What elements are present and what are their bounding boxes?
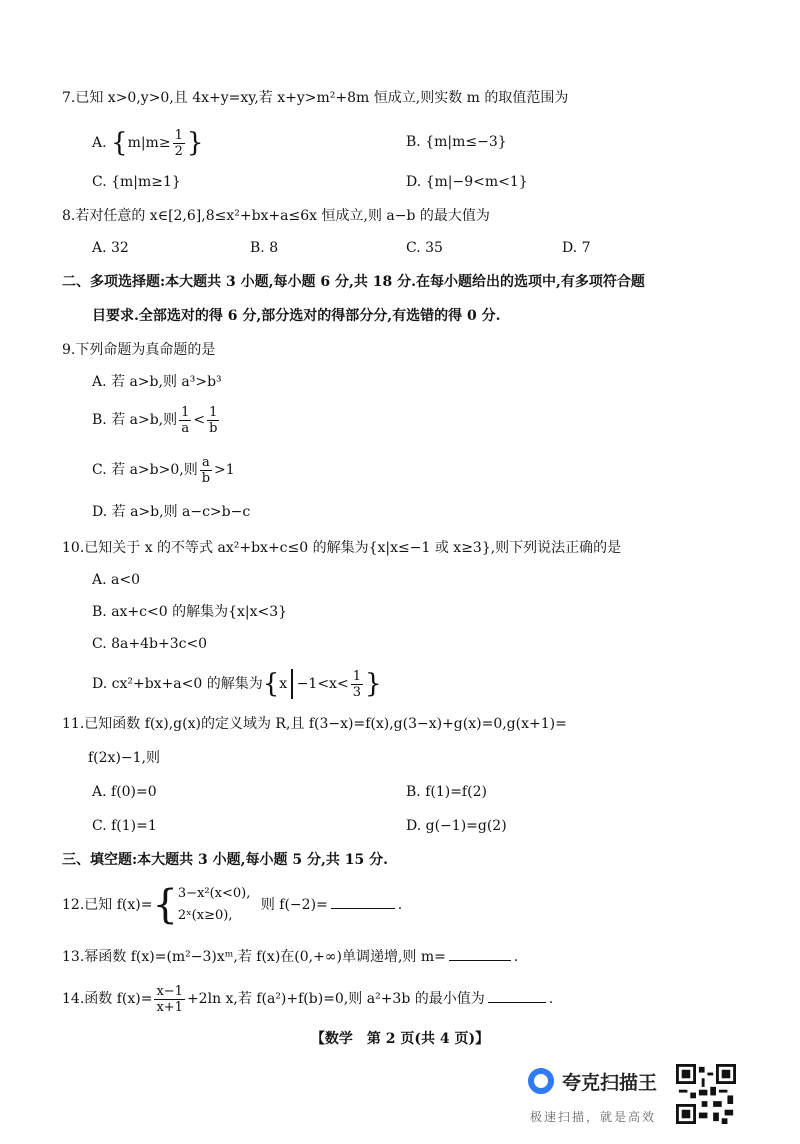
q8-option-c: C. 35 <box>406 240 443 256</box>
fraction-numerator: 1 <box>181 404 190 420</box>
q12-question: 则 f(−2)= <box>260 897 328 913</box>
left-brace-icon: { <box>152 882 178 928</box>
fraction-denominator: 2 <box>174 143 183 159</box>
section2-heading-line2: 目要求.全部选对的得 6 分,部分选对的得部分分,有选错的得 0 分. <box>92 308 501 324</box>
watermark-slogan: 极速扫描，就是高效 <box>530 1110 657 1124</box>
q7-stem: 7.已知 x>0,y>0,且 4x+y=xy,若 x+y>m²+8m 恒成立,则实数 m 的取值范围为 <box>62 90 569 106</box>
q13 <box>62 946 518 967</box>
q11-option-d: D. g(−1)=g(2) <box>406 818 507 834</box>
watermark-brand: 夸克扫描王 <box>562 1072 658 1094</box>
q9-stem: 9.下列命题为真命题的是 <box>62 342 216 358</box>
fraction-denominator: x+1 <box>156 999 183 1015</box>
q9-option-d: D. 若 a>b,则 a−c>b−c <box>92 504 251 520</box>
fraction-numerator: 1 <box>174 127 183 143</box>
q11-option-c: C. f(1)=1 <box>92 818 157 834</box>
q10-option-a: A. a<0 <box>92 572 140 588</box>
piecewise-cases <box>178 883 250 927</box>
fraction-numerator: a <box>200 455 212 471</box>
q8-stem: 8.若对任意的 x∈[2,6],8≤x²+bx+a≤6x 恒成立,则 a−b 的最大值为 <box>62 208 490 224</box>
q14-text: +2ln x,若 f(a²)+f(b)=0,则 a²+3b 的最小值为 <box>186 991 485 1007</box>
set-variable: x <box>279 676 288 692</box>
fraction-denominator: 3 <box>352 684 361 700</box>
fraction <box>351 669 363 700</box>
scanner-watermark <box>522 1060 792 1140</box>
q9-option-c <box>92 452 235 488</box>
set-bar-icon <box>291 669 293 699</box>
right-brace-icon: } <box>364 669 382 699</box>
q11-stem-line2: f(2x)−1,则 <box>88 750 160 766</box>
q11-stem-line1: 11.已知函数 f(x),g(x)的定义域为 R,且 f(3−x)=f(x),g(3−x)+g(x)=0,g(x+1)= <box>62 716 567 732</box>
case-1: 3−x²(x<0), <box>177 886 251 901</box>
less-than: < <box>193 412 206 428</box>
answer-blank <box>449 946 511 961</box>
answer-blank <box>488 988 546 1003</box>
q11-option-b: B. f(1)=f(2) <box>406 784 487 800</box>
q13-text: 13.幂函数 f(x)=(m²−3)xᵐ,若 f(x)在(0,+∞)单调递增,则 m= <box>62 949 446 965</box>
q14 <box>62 980 553 1018</box>
q9-option-b <box>92 402 221 438</box>
q11-option-a: A. f(0)=0 <box>92 784 157 800</box>
q9-option-c-suffix: >1 <box>214 462 235 478</box>
q9-option-c-prefix: C. 若 a>b>0,则 <box>92 462 198 478</box>
fraction <box>200 455 212 486</box>
fraction <box>173 128 185 159</box>
q10-stem: 10.已知关于 x 的不等式 ax²+bx+c≤0 的解集为{x|x≤−1 或 x≥3},则下列说法正确的是 <box>62 540 622 556</box>
left-brace-icon: { <box>111 128 128 158</box>
fraction-denominator: a <box>181 420 190 436</box>
q7-option-a <box>92 126 203 160</box>
fraction-numerator: 1 <box>207 405 219 421</box>
fraction-numerator: 1 <box>352 668 361 684</box>
right-brace-icon: } <box>186 128 204 158</box>
section2-heading-line1: 二、多项选择题:本大题共 3 小题,每小题 6 分,共 18 分.在每小题给出的选项中,有多项符合题 <box>62 274 645 290</box>
q14-end: . <box>548 991 554 1007</box>
fraction-denominator: b <box>201 470 211 486</box>
q12-end: . <box>397 897 403 913</box>
q14-prefix: 14.函数 f(x)= <box>62 991 153 1007</box>
q12 <box>62 880 402 930</box>
q13-end: . <box>513 949 519 965</box>
q10-option-d <box>92 666 382 702</box>
scanner-logo-icon <box>528 1068 554 1094</box>
fraction <box>154 984 185 1015</box>
section3-heading: 三、填空题:本大题共 3 小题,每小题 5 分,共 15 分. <box>62 852 388 868</box>
q7-option-a-text: m|m≥ <box>127 135 171 151</box>
q8-option-a: A. 32 <box>92 240 129 256</box>
q7-option-b: B. {m|m≤−3} <box>406 134 507 150</box>
q8-option-b: B. 8 <box>250 240 279 256</box>
page-footer: 【数学 第 2 页(共 4 页)】 <box>310 1031 490 1047</box>
fraction-numerator: x−1 <box>156 983 183 999</box>
fraction <box>207 405 219 436</box>
q9-option-b-prefix: B. 若 a>b,则 <box>92 412 178 428</box>
q8-option-d: D. 7 <box>562 240 591 256</box>
answer-blank <box>331 894 395 909</box>
q7-option-a-label: A. <box>92 135 107 151</box>
q10-option-b: B. ax+c<0 的解集为{x|x<3} <box>92 604 288 620</box>
q10-option-c: C. 8a+4b+3c<0 <box>92 636 208 652</box>
q7-option-c: C. {m|m≥1} <box>92 174 181 190</box>
fraction <box>179 405 191 436</box>
set-condition: −1<x< <box>296 676 349 692</box>
q7-option-d: D. {m|−9<m<1} <box>406 174 528 190</box>
q12-prefix: 12.已知 f(x)= <box>62 897 153 913</box>
q9-option-a: A. 若 a>b,则 a³>b³ <box>92 374 222 390</box>
fraction-denominator: b <box>209 420 218 436</box>
q10-option-d-prefix: D. cx²+bx+a<0 的解集为 <box>92 676 263 692</box>
qr-code-icon <box>676 1064 736 1124</box>
case-2: 2ˣ(x≥0), <box>177 908 233 923</box>
left-brace-icon: { <box>262 669 280 699</box>
